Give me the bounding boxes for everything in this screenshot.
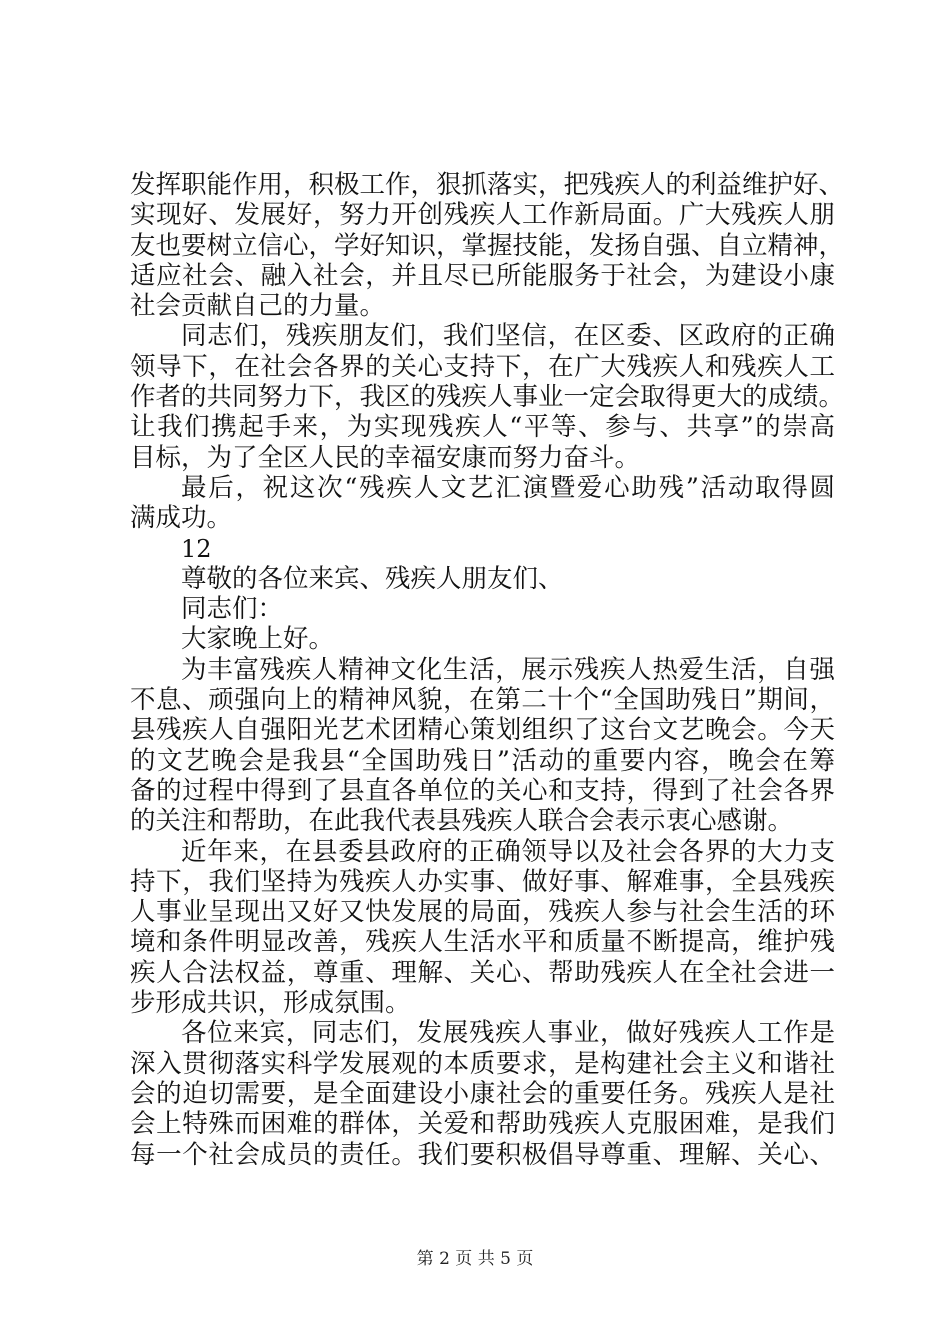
document-body	[130, 170, 845, 1170]
text-line: 领导下，在社会各界的关心支持下，在广大残疾人和残疾人工	[130, 351, 835, 382]
text-line: 县残疾人自强阳光艺术团精心策划组织了这台文艺晚会。今天	[130, 715, 835, 746]
text-line: 会上特殊而困难的群体，关爱和帮助残疾人克服困难，是我们	[130, 1109, 835, 1140]
text-line: 社会贡献自己的力量。	[130, 291, 386, 322]
page-footer	[0, 1244, 950, 1269]
text-line: 人事业呈现出又好又快发展的局面，残疾人参与社会生活的环	[130, 897, 835, 928]
text-line: 同志们：	[181, 594, 284, 625]
text-line: 适应社会、融入社会，并且尽已所能服务于社会，为建设小康	[130, 260, 835, 291]
text-line: 12	[181, 534, 212, 563]
text-line: 会的迫切需要，是全面建设小康社会的重要任务。残疾人是社	[130, 1078, 835, 1109]
text-line: 疾人合法权益，尊重、理解、关心、帮助残疾人在全社会进一	[130, 957, 835, 988]
text-line: 境和条件明显改善，残疾人生活水平和质量不断提高，维护残	[130, 927, 835, 958]
text-line: 发挥职能作用，积极工作，狠抓落实，把残疾人的利益维护好、	[130, 170, 845, 200]
text-line: 深入贯彻落实科学发展观的本质要求，是构建社会主义和谐社	[130, 1048, 835, 1079]
text-line: 尊敬的各位来宾、残疾人朋友们、	[181, 563, 564, 594]
text-line: 目标，为了全区人民的幸福安康而努力奋斗。	[130, 442, 641, 473]
text-line: 各位来宾，同志们，发展残疾人事业，做好残疾人工作是	[181, 1018, 835, 1049]
text-line: 为丰富残疾人精神文化生活，展示残疾人热爱生活，自强	[181, 654, 835, 685]
text-line: 满成功。	[130, 503, 233, 534]
text-line: 的文艺晚会是我县“全国助残日”活动的重要内容，晚会在筹	[130, 745, 835, 776]
text-line: 每一个社会成员的责任。我们要积极倡导尊重、理解、关心、	[130, 1139, 835, 1170]
text-line: 同志们，残疾朋友们，我们坚信，在区委、区政府的正确	[181, 321, 835, 352]
text-line: 作者的共同努力下，我区的残疾人事业一定会取得更大的成绩。	[130, 382, 845, 413]
text-line: 步形成共识，形成氛围。	[130, 988, 411, 1019]
page-number-label: 第 2 页 共 5 页	[416, 1249, 534, 1269]
text-line: 友也要树立信心，学好知识，掌握技能，发扬自强、自立精神，	[130, 230, 845, 261]
text-line: 让我们携起手来，为实现残疾人“平等、参与、共享”的崇高	[130, 412, 835, 443]
text-line: 的关注和帮助，在此我代表县残疾人联合会表示衷心感谢。	[130, 806, 794, 837]
text-line: 备的过程中得到了县直各单位的关心和支持，得到了社会各界	[130, 775, 835, 806]
text-line: 不息、顽强向上的精神风貌，在第二十个“全国助残日”期间，	[130, 685, 835, 716]
text-line: 近年来，在县委县政府的正确领导以及社会各界的大力支	[181, 836, 835, 867]
text-line: 最后，祝这次“残疾人文艺汇演暨爱心助残”活动取得圆	[181, 472, 835, 503]
text-line: 大家晚上好。	[181, 624, 335, 655]
text-line: 实现好、发展好，努力开创残疾人工作新局面。广大残疾人朋	[130, 200, 835, 231]
text-line: 持下，我们坚持为残疾人办实事、做好事、解难事，全县残疾	[130, 866, 835, 897]
